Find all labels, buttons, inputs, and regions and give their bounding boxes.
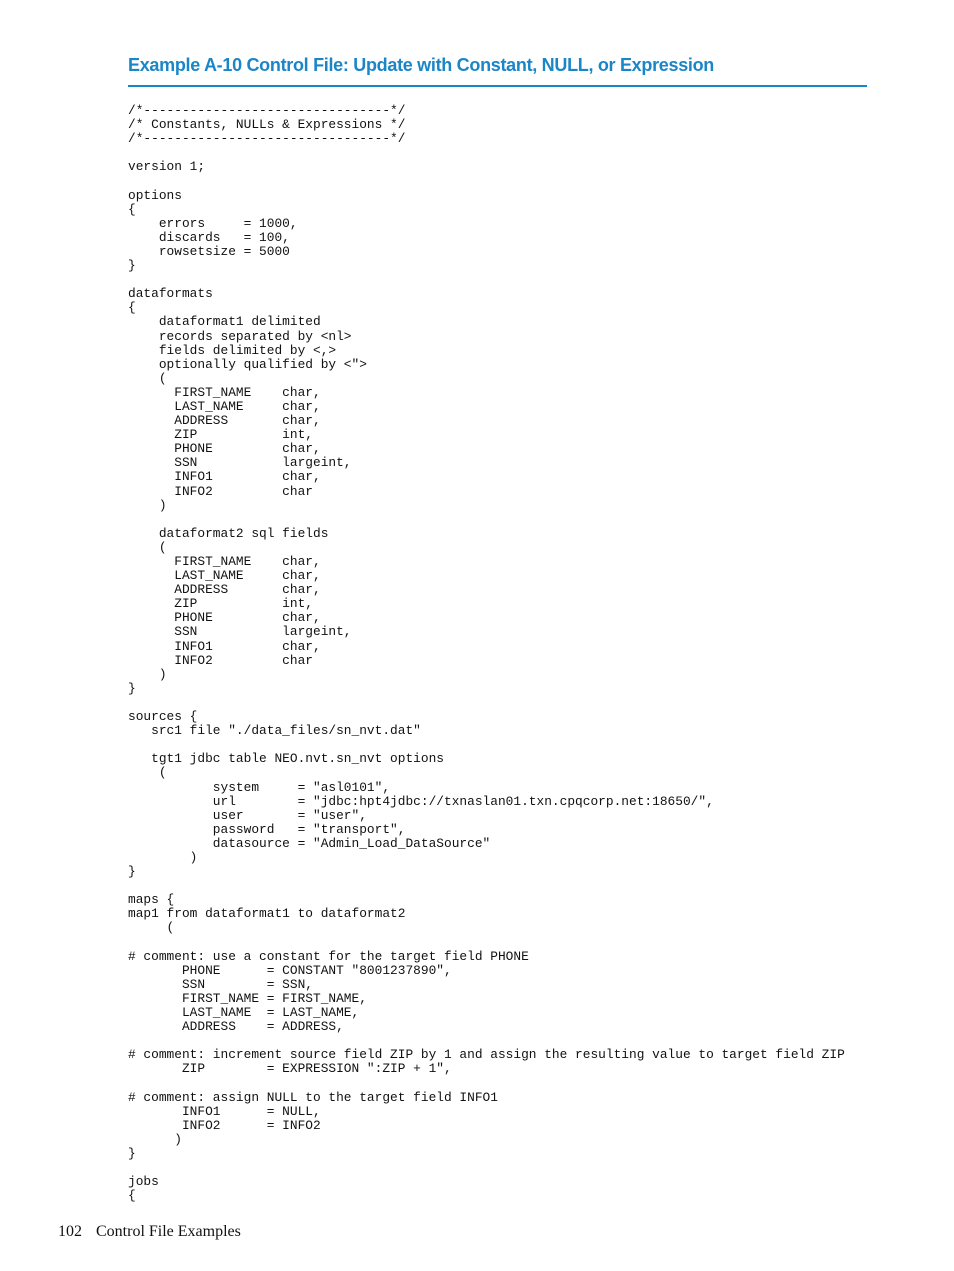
code-line: {	[128, 1188, 136, 1204]
code-line: INFO2 = INFO2	[128, 1117, 321, 1133]
code-line: /*--------------------------------*/	[128, 131, 406, 147]
code-line: FIRST_NAME char,	[128, 554, 321, 569]
code-line: system = "asl0101",	[128, 779, 391, 795]
code-line: ADDRESS char,	[128, 582, 321, 598]
code-line: dataformat1 delimited	[128, 314, 321, 330]
code-line: SSN = SSN,	[128, 976, 313, 992]
code-line: dataformat2 sql fields	[128, 525, 329, 541]
code-line: )	[128, 497, 167, 513]
code-line: version 1;	[128, 159, 206, 175]
code-line: jobs	[128, 1174, 159, 1190]
code-line: (	[128, 920, 175, 936]
code-line: SSN largeint,	[128, 624, 352, 640]
code-line: {	[128, 201, 136, 217]
code-line: }	[128, 258, 136, 274]
code-line: INFO2 char	[128, 483, 313, 499]
code-line: # comment: assign NULL to the target field INFO1	[128, 1089, 498, 1105]
code-line: optionally qualified by <">	[128, 356, 367, 372]
code-line: ZIP = EXPRESSION ":ZIP + 1",	[128, 1061, 452, 1077]
code-line: user = "user",	[128, 807, 367, 823]
code-line: ADDRESS = ADDRESS,	[128, 1019, 344, 1035]
code-line: src1 file "./data_files/sn_nvt.dat"	[128, 723, 421, 739]
code-line: INFO1 char,	[128, 638, 321, 654]
code-line: (	[128, 370, 167, 386]
code-line: PHONE char,	[128, 441, 321, 457]
code-line: SSN largeint,	[128, 455, 352, 471]
code-line: map1 from dataformat1 to dataformat2	[128, 906, 406, 922]
code-line: tgt1 jdbc table NEO.nvt.sn_nvt options	[128, 751, 445, 767]
code-line: records separated by <nl>	[128, 328, 352, 344]
code-line: /*--------------------------------*/	[128, 103, 406, 118]
code-line: (	[128, 539, 167, 555]
code-line: password = "transport",	[128, 821, 406, 837]
code-line: )	[128, 1131, 182, 1147]
code-line: LAST_NAME = LAST_NAME,	[128, 1005, 360, 1020]
code-line: errors = 1000,	[128, 215, 298, 231]
code-line: PHONE char,	[128, 610, 321, 626]
code-line: /* Constants, NULLs & Expressions */	[128, 117, 406, 133]
code-line: (	[128, 765, 167, 781]
code-line: url = "jdbc:hpt4jdbc://txnaslan01.txn.cpqcorp.net:18650/",	[128, 793, 714, 809]
code-line: maps {	[128, 892, 175, 908]
example-heading: Example A-10 Control File: Update with Constant, NULL, or Expression	[128, 53, 867, 87]
code-line: fields delimited by <,>	[128, 342, 337, 358]
code-line: PHONE = CONSTANT "8001237890",	[128, 962, 452, 978]
code-line: # comment: use a constant for the target field PHONE	[128, 948, 529, 964]
code-line: options	[128, 187, 182, 203]
code-line: INFO1 = NULL,	[128, 1103, 321, 1119]
page-footer	[58, 1222, 241, 1242]
code-line: # comment: increment source field ZIP by 1 and assign the resulting value to target field ZIP	[128, 1047, 845, 1063]
code-line: }	[128, 680, 136, 696]
footer-section-title: Control File Examples	[96, 1223, 241, 1240]
code-line: rowsetsize = 5000	[128, 243, 290, 259]
code-line: dataformats	[128, 286, 213, 302]
code-line: LAST_NAME char,	[128, 398, 321, 414]
code-line: }	[128, 1145, 136, 1161]
code-line: datasource = "Admin_Load_DataSource"	[128, 835, 491, 851]
code-line: )	[128, 666, 167, 682]
code-line: discards = 100,	[128, 229, 290, 245]
code-line: {	[128, 300, 136, 316]
control-file-code-listing	[128, 104, 845, 1203]
code-line: INFO1 char,	[128, 469, 321, 485]
code-line: FIRST_NAME char,	[128, 384, 321, 400]
code-line: LAST_NAME char,	[128, 568, 321, 584]
code-line: ZIP int,	[128, 596, 313, 612]
page-number: 102	[58, 1223, 82, 1240]
code-line: FIRST_NAME = FIRST_NAME,	[128, 990, 367, 1006]
code-line: ADDRESS char,	[128, 413, 321, 429]
code-line: INFO2 char	[128, 652, 313, 668]
code-line: )	[128, 849, 198, 865]
code-line: ZIP int,	[128, 427, 313, 443]
code-line: sources {	[128, 709, 198, 725]
code-line: }	[128, 864, 136, 880]
